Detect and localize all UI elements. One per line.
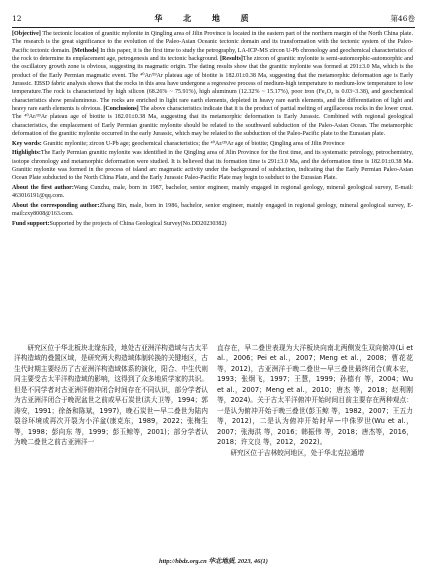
results-label: [Results] <box>220 56 243 63</box>
conclusions-label: [Conclusions] <box>103 106 139 113</box>
header-rule <box>12 27 415 28</box>
volume-label: 第46卷 <box>390 13 415 23</box>
keywords <box>12 140 413 148</box>
first-author-label: About the first author: <box>12 184 74 191</box>
fund-text: Supported by the projects of China Geological Survey(No.DD20230382) <box>49 220 227 227</box>
corresponding-author-label: About the corresponding author: <box>12 202 100 209</box>
body-column-right: 直存在，早二叠世表现为大洋板块向南北两侧发生双向俯冲(Li et al.，2006；Pei et al.，2007；Meng et al.，2008；曹花花 等，2012)，古亚洲洋于晚二叠世—早三叠世最终闭合(黄本宏，1993；张炯飞，1997；王慧，1999；孙德有 等，2004；Wu et al.，2007；Meng et al.，2010；唐杰 等，2018；赵利刚 等，2024)。关于古太平洋俯冲开始时间目前主要存在两种观点：一是认为俯冲开始于晚三叠世(彭玉鲸 等，1982，2007；王五力等，2012)，二是认为俯冲开始时早—中侏罗世(Wu et al.，2007；张海洪 等，2016；韩振伟 等，2018；唐杰等，2016，2018；许文良 等，2012，2022)。 研究区位于吉林蛟河地区，处于华北克拉通增 <box>217 344 413 457</box>
fund-label: Fund support: <box>12 220 50 227</box>
first-author-text: Wang Cunzhu, male, born in 1987, bachelor, senior engineer, mainly engaged in regional geology, mineral geological survey, E-mail: 463016191@qq.com. <box>12 184 413 200</box>
methods-text: In this paper, it is the first time to study the petrography, LA-ICP-MS zircon U-Pb chronology and geochemical characteristics of the rock to determine its emplacement age, petrogenesis and its tectonic background. <box>12 47 413 63</box>
objective-label: [Objective] <box>12 31 41 37</box>
keywords-label: Key words: <box>12 140 42 147</box>
first-author-info <box>12 184 413 201</box>
abstract-paragraph <box>12 30 413 138</box>
fund-support <box>12 220 413 228</box>
methods-label: [Methods] <box>72 47 99 54</box>
page-number: 12 <box>12 13 22 23</box>
objective-text: The tectonic location of granitic mylonite in Qingling area of Jilin Province is located in the eastern part of the northern margin of the North China plate. The research is the great significance to the evolution of the Paleo-Asian Oceanic tectonic domain and its transformation with the tectonic system of the Paleo-Pacific tectonic domain. <box>12 31 413 54</box>
conclusions-text: The above characteristics indicate that it is the product of partial melting of argillaceous rocks in the lower crust. The ⁴⁰Ar/³⁹Ar plateau age of biotite is 182.01±0.38 Ma, suggesting that its metamorphic deformation is Early Jurassic. Combined with regional geological characteristics, the emplacement of Early Permian granitic mylonite should be related to the southward subduction of the Paleo-Asian Ocean. The metamorphic deformation of the granitic mylonite occurred in the early Jurassic, which may be related to the subduction of the Paleo-Pacific plate to the Eurasian plate. <box>12 106 413 138</box>
english-abstract <box>12 30 413 229</box>
corresponding-author-info <box>12 202 413 219</box>
highlights <box>12 149 413 182</box>
highlights-label: Highlights: <box>12 150 41 157</box>
page-header <box>12 11 415 25</box>
results-text: The zircon of granitic mylonite is semi-automorphic-automorphic and the oscillatory growth zone is obvious, suggesting its magmatic origin. The dating results show that the granitic mylonite was formed at 291±3.0 Ma, which is the product of the Early Permian magmatic event. The ⁴⁰Ar/³⁹Ar plateau age of biotite is 182.01±0.38 Ma, suggesting that the metamorphic deformation age is Early Jurassic. EBSD fabric analysis shows that the rocks in this area have undergone a regressive process of medium-high temperature to medium-low temperature to low temperature.The rock is characterized by high silicon (68.26% ~ 75.91%), high aluminum (12.32% ~ 15.17%), poor iron (Fe₂O₃ is 0.03~3.38), and geochemical characteristics show peraluminous. The rocks are enriched in light rare earth elements, depleted in heavy rare earth elements, and the differentiation of light and heavy rare earth elements is obvious. <box>12 56 413 113</box>
corresponding-author-text: Zhang Bin, male, born in 1986, bachelor, senior engineer, mainly engaged in regional geology, mineral geological survey, E-mail:zxy8008@163.com. <box>12 202 413 217</box>
body-column-left: 研究区位于华北板块北缘东段，地处古亚洲洋构造域与古太平洋构造域的叠置区域，是研究两大构造域体制转换的关键地区，古生代时期主要经历了古亚洲洋构造域体系的演化，阳合、中生代则同主要受古太平洋构造域的影响，这得到了众多地质学家的共识。但是不同学者对古亚洲洋俯冲闭合时间存在不同认识，部分学者认为古亚洲洋闭合于晚泥盆世之前或早石炭世(洪大卫等，1994；郭涛安，1991；徐备和陈斌，1997)，晚石炭世—早二叠世为陆内裂谷环境或再次开裂为小洋盆(康克东，1989，2022；张梅生 等，1998；彭向东 等，1999；彭玉鲸等，2001)；部分学者认为晚二叠世之前古亚洲洋一 <box>14 344 208 447</box>
keywords-text: Granitic mylonite; zircon U-Pb age; geochemical characteristics; the ⁴⁰Ar/³⁹Ar age of biotite; Qingling area of Jilin Province <box>41 140 345 147</box>
highlights-text: The Early Permian granitic mylonite was identified in the Qingling area of Jilin Province for the first time, and its systematic petrology, petrochemistry, isotope chronology and metamorphic deformation were studied. It is believed that its formation time is 291±3.0 Ma, and the deformation time is 182.01±0.38 Ma. Granitic mylonite was formed in the process of island arc magmatic activity under the background of subduction, indicating that the Early Permian Paleo-Asian Ocean Plate subducted to the North China Plate, and the Early Jurassic Paleo-Pacific Plate may begin to subduct to the Eurasian Plate. <box>12 150 413 182</box>
journal-title: 华 北 地 质 <box>154 12 258 23</box>
page-footer[interactable]: http://hbdz.org.cn 华北地质, 2023, 46(1) <box>159 558 268 565</box>
